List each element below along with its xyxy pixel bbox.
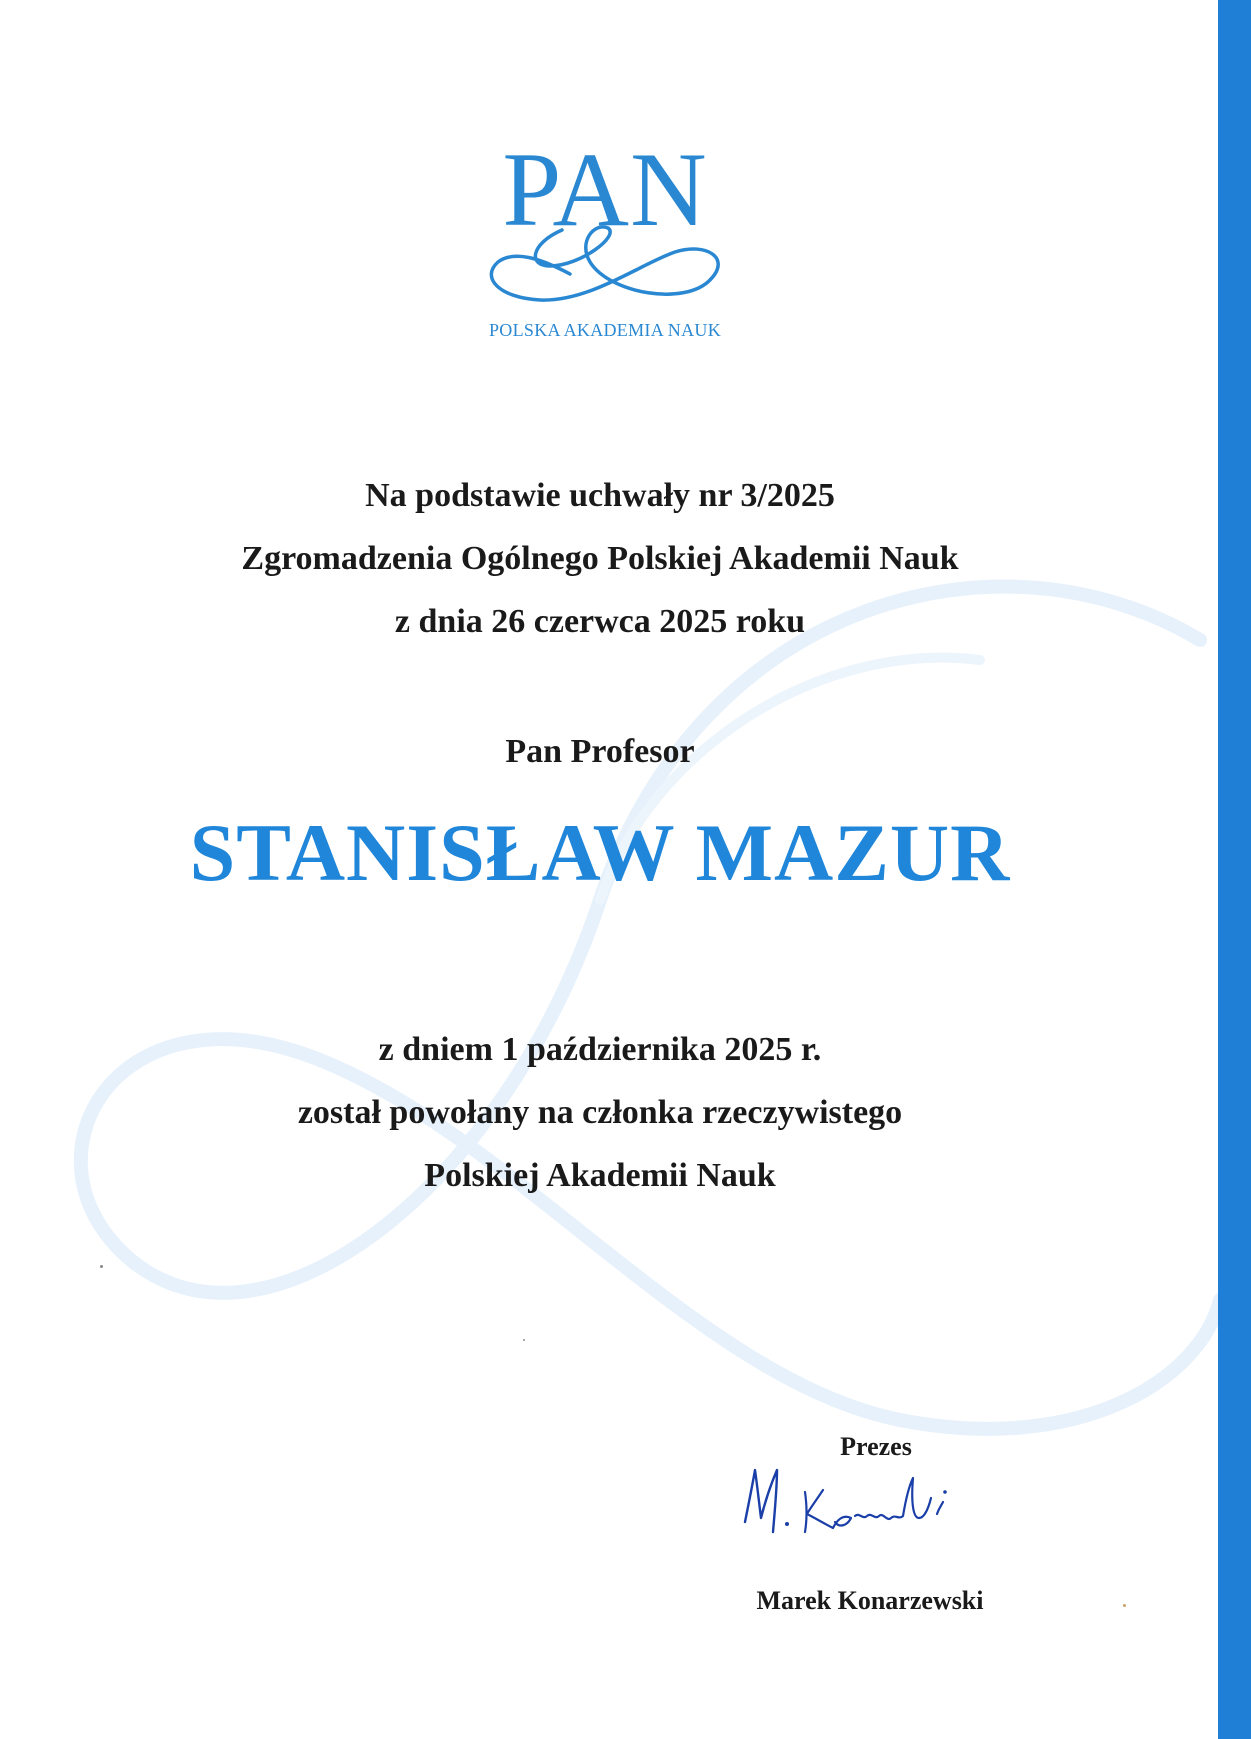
infinity-swirl-icon xyxy=(470,222,740,312)
basis-line-3: z dnia 26 czerwca 2025 roku xyxy=(394,603,806,640)
recipient-name: STANISŁAW MAZUR xyxy=(189,807,1011,898)
resolution-basis xyxy=(0,464,1200,653)
appointment-text xyxy=(0,1018,1200,1207)
paper-speck xyxy=(1123,1604,1126,1607)
signatory-role: Prezes xyxy=(840,1432,912,1461)
paper-speck xyxy=(523,1339,525,1341)
salutation: Pan Profesor xyxy=(505,733,695,770)
paper-speck xyxy=(100,1265,103,1268)
pan-logo xyxy=(470,131,740,345)
handwritten-signature xyxy=(735,1462,1005,1542)
basis-line-2: Zgromadzenia Ogólnego Polskiej Akademii Nauk xyxy=(241,540,959,577)
signatory-name: Marek Konarzewski xyxy=(756,1586,984,1615)
appointment-line-2: został powołany na członka rzeczywistego xyxy=(297,1094,903,1131)
basis-line-1: Na podstawie uchwały nr 3/2025 xyxy=(365,477,835,514)
appointment-line-3: Polskiej Akademii Nauk xyxy=(424,1157,776,1194)
logo-caption: POLSKA AKADEMIA NAUK xyxy=(488,320,722,340)
appointment-line-1: z dniem 1 października 2025 r. xyxy=(378,1031,822,1068)
blue-edge-stripe xyxy=(1218,0,1251,1739)
logo-letters: PAN xyxy=(502,131,708,248)
